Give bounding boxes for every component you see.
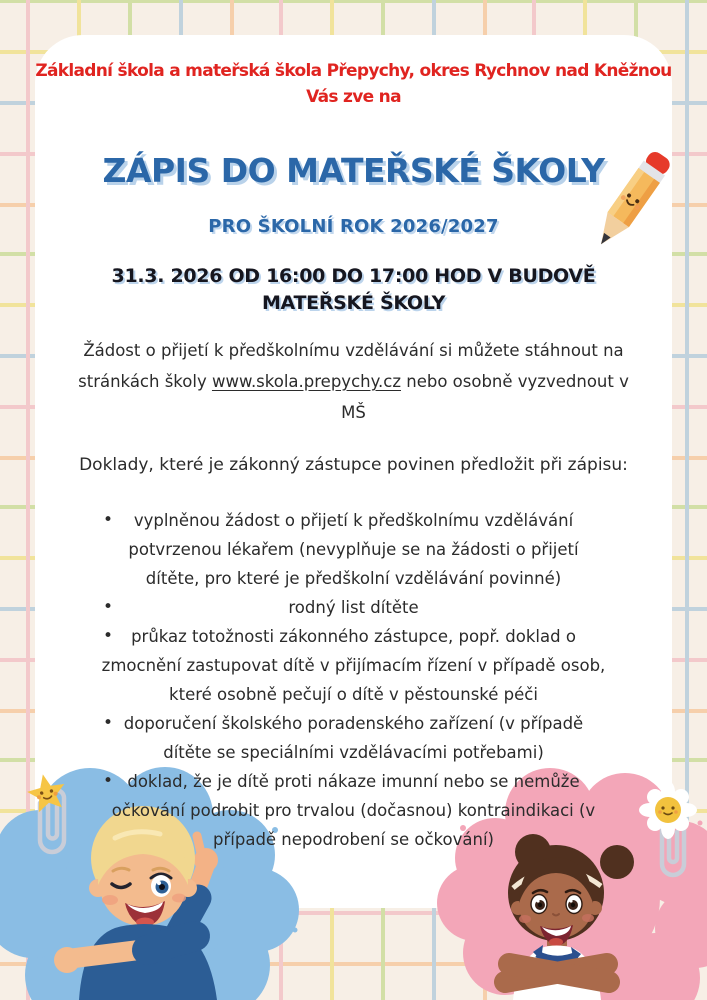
poster-title: ZÁPIS DO MATEŘSKÉ ŠKOLY <box>102 151 605 190</box>
list-item: • vyplněnou žádost o přijetí k předškolnímu vzdělávání potvrzenou lékařem (nevyplňuje se na žádosti o přijetí dítěte, pro které je předškolní vzdělávání povinné) <box>71 506 636 593</box>
documents-heading: Doklady, které je zákonný zástupce povinen předložit při zápisu: <box>79 454 628 475</box>
school-name: Základní škola a mateřská škola Přepychy, okres Rychnov nad Kněžnou <box>35 61 672 81</box>
daisy-flower <box>639 781 697 839</box>
application-info <box>64 335 644 428</box>
event-datetime-line1: 31.3. 2026 OD 16:00 DO 17:00 HOD V BUDOVĚ <box>111 264 596 287</box>
list-item: • doklad, že je dítě proti nákaze imunní nebo se nemůže očkování podrobit pro trvalou (dočasnou) kontraindikaci (v případě nepodrobení se očkování) <box>71 767 636 854</box>
list-item: • rodný list dítěte <box>71 593 636 622</box>
list-item: • průkaz totožnosti zákonného zástupce, popř. doklad o zmocnění zastupovat dítě v přijímacím řízení v případě osob, které osobně pečují o dítě v pěstounské péči <box>71 622 636 709</box>
application-info-text: Žádost o přijetí k předškolnímu vzdělávání si můžete stáhnout na stránkách školy <box>78 340 624 391</box>
application-info-tail: nebo osobně vyzvednout v MŠ <box>341 371 629 422</box>
event-datetime-line2: MATEŘSKÉ ŠKOLY <box>261 291 446 314</box>
list-item: • doporučení školského poradenského zařízení (v případě dítěte se speciálními vzdělávacími potřebami) <box>71 709 636 767</box>
poster-content <box>35 35 672 854</box>
school-website-link[interactable]: www.skola.prepychy.cz <box>211 371 401 391</box>
pencil-icon <box>582 138 682 262</box>
daisy-paperclip-icon <box>632 782 707 882</box>
school-year-subtitle: PRO ŠKOLNÍ ROK 2026/2027 <box>208 215 499 237</box>
school-header <box>35 59 672 110</box>
star-paperclip-icon <box>15 768 85 863</box>
documents-list <box>71 506 636 854</box>
event-datetime <box>35 263 672 317</box>
invitation-line: Vás zve na <box>306 86 401 107</box>
